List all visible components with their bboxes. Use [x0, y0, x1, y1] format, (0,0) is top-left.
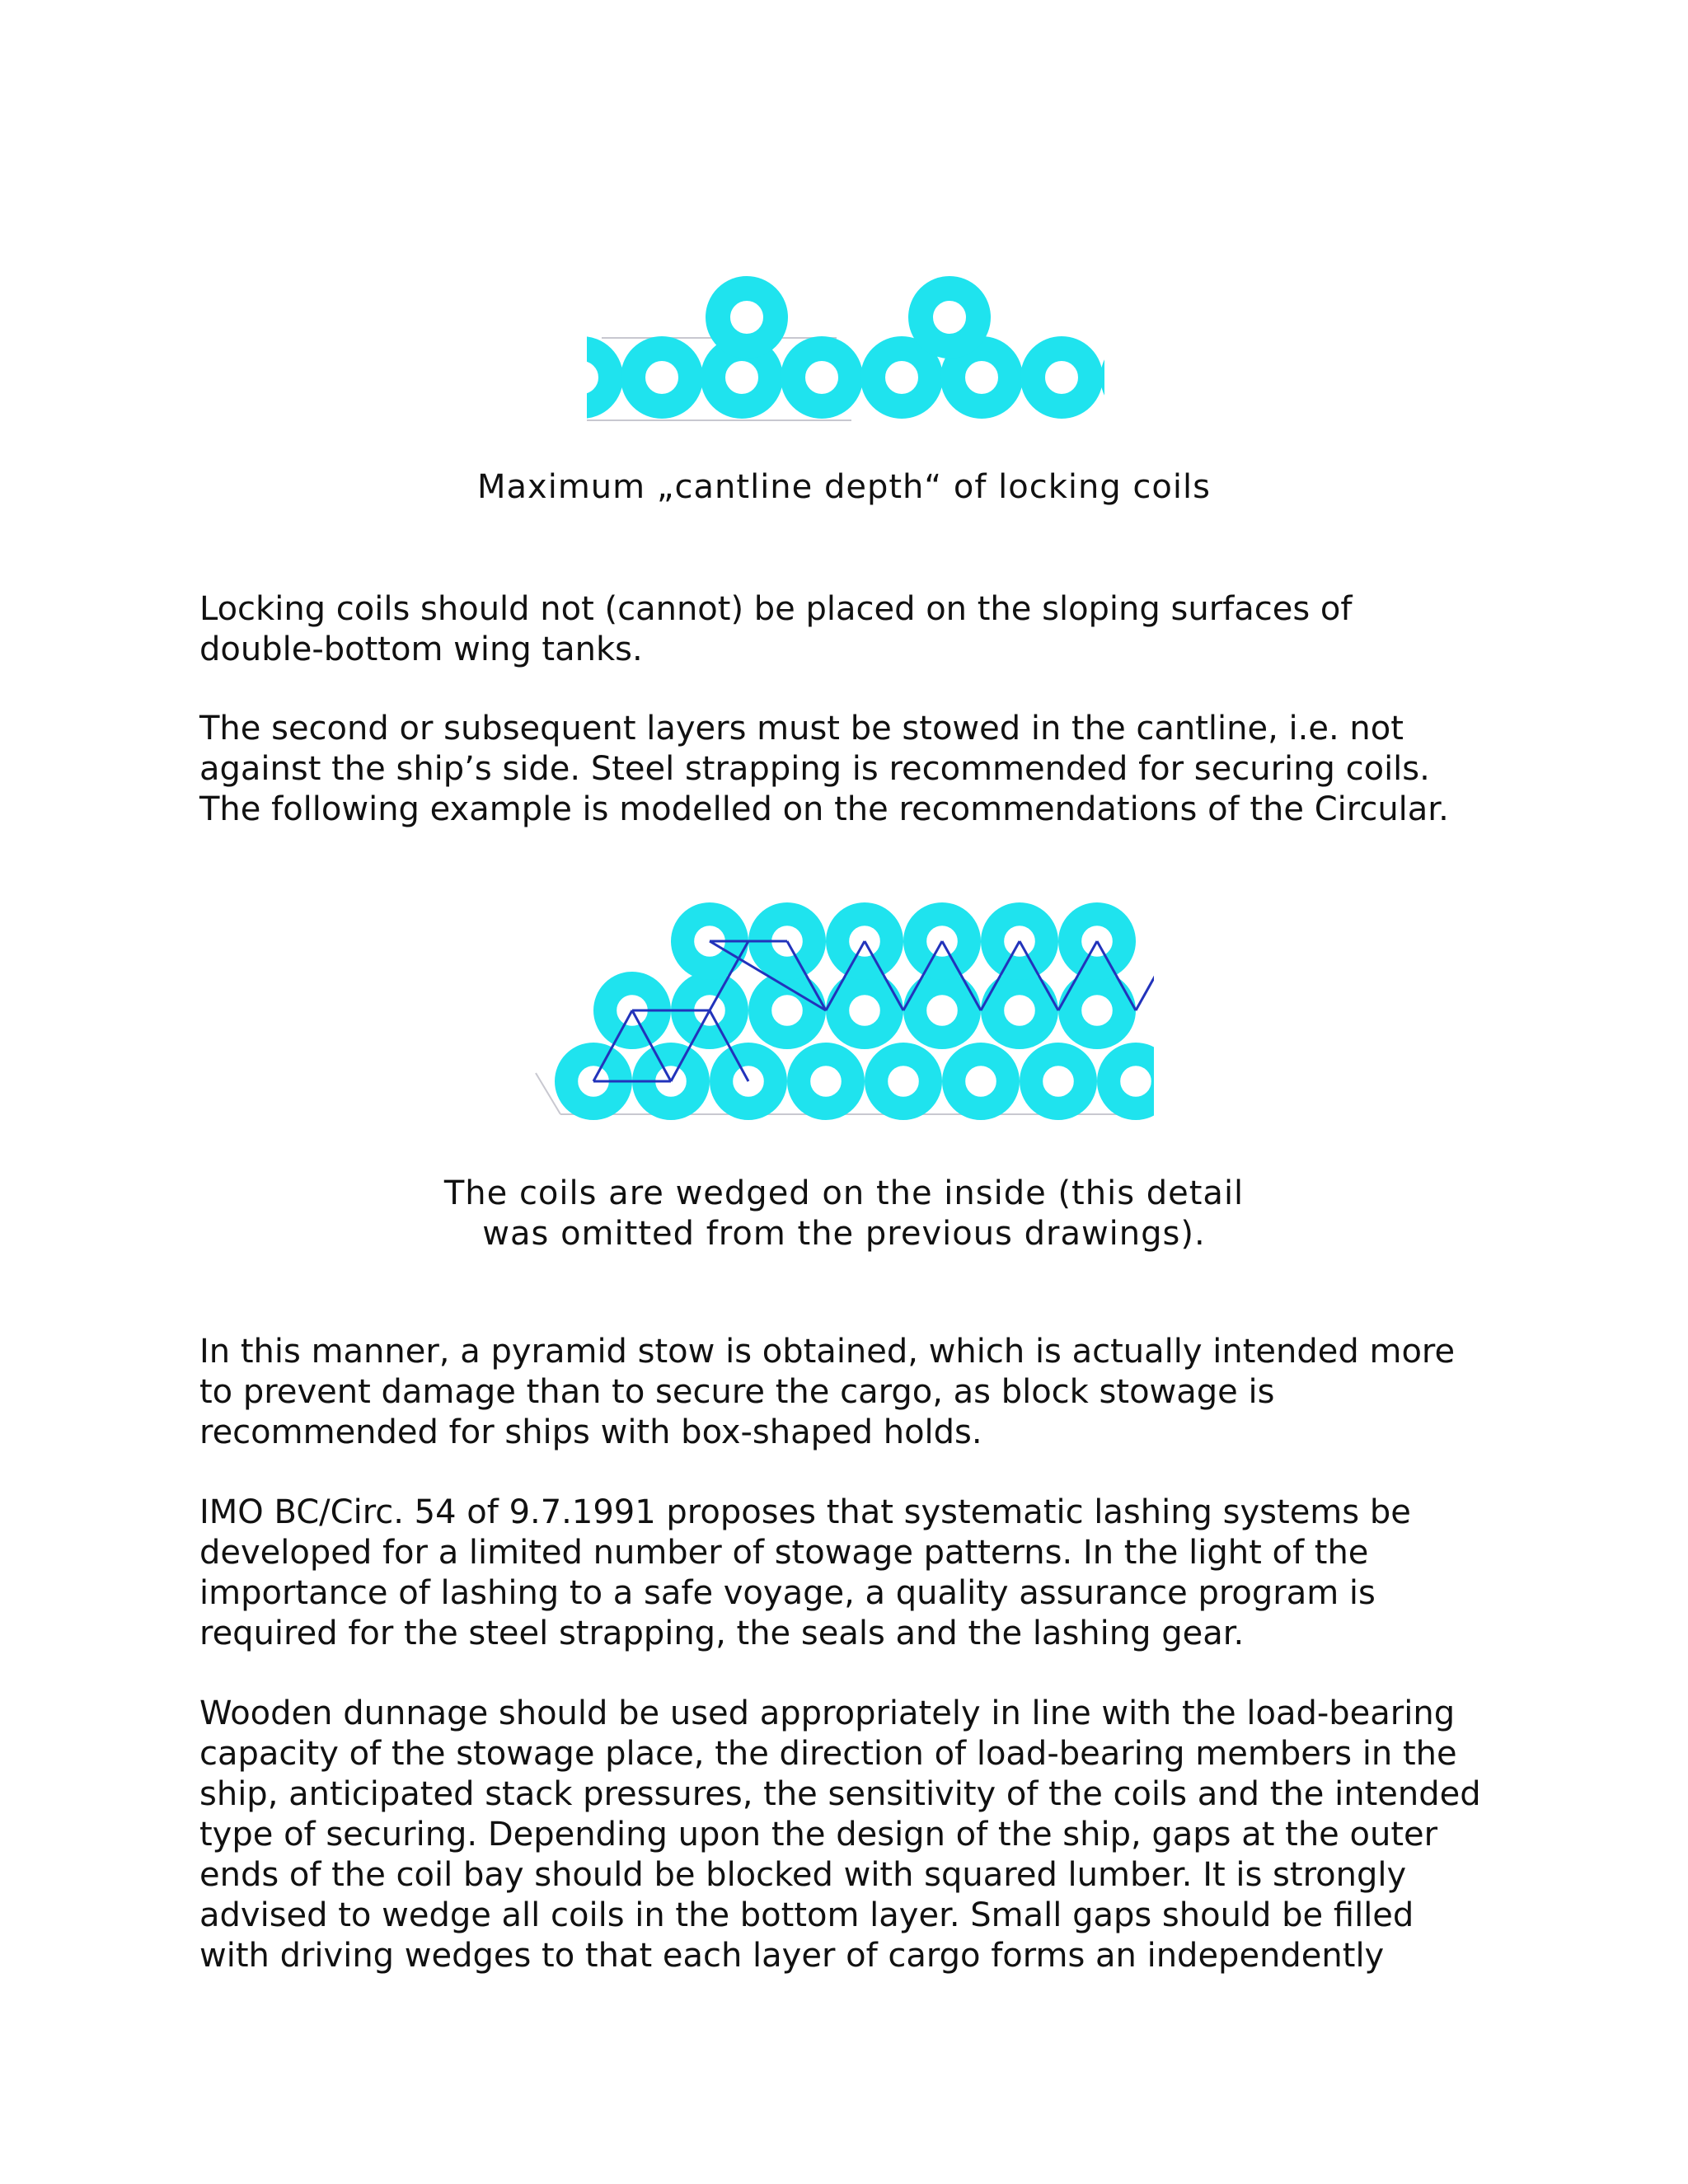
figure-2-caption [0, 1174, 1688, 1254]
pyramid-stow-diagram [528, 898, 1162, 1129]
text-line: type of securing. Depending upon the design of the ship, gaps at the outer [199, 1816, 1438, 1854]
caption-line: The coils are wedged on the inside (this detail [443, 1174, 1245, 1212]
text-line: developed for a limited number of stowage patterns. In the light of the [199, 1534, 1369, 1572]
text-line: capacity of the stowage place, the direction of load-bearing members in the [199, 1735, 1457, 1773]
text-line: IMO BC/Circ. 54 of 9.7.1991 proposes that systematic lashing systems be [199, 1493, 1411, 1531]
stowed-coil [915, 983, 969, 1038]
text-line: required for the steel strapping, the seals and the lashing gear. [199, 1615, 1245, 1652]
locking-coil [921, 288, 978, 346]
text-line: advised to wedge all coils in the bottom layer. Small gaps should be filled [199, 1896, 1414, 1934]
bottom-layer-coil [1033, 349, 1090, 406]
bottom-layer-coil [953, 349, 1010, 406]
paragraph-1 [199, 589, 1551, 670]
locking-coils-diagram [577, 272, 1104, 429]
bottom-layer-coil [873, 349, 931, 406]
bottom-layer-coil [633, 349, 691, 406]
locking-coil [718, 288, 776, 346]
text-line: recommended for ships with box-shaped holds. [199, 1413, 982, 1451]
text-line: The following example is modelled on the recommendations of the Circular. [199, 790, 1449, 828]
caption-line: was omitted from the previous drawings). [482, 1215, 1206, 1253]
text-line: In this manner, a pyramid stow is obtained, which is actually intended more [199, 1333, 1456, 1371]
figure-1-caption: Maximum „cantline depth“ of locking coils [477, 468, 1211, 506]
paragraph-3 [199, 1332, 1551, 1453]
bottom-layer-coil [577, 349, 611, 406]
stowed-coil [837, 983, 892, 1038]
text-line: Locking coils should not (cannot) be placed on the sloping surfaces of [199, 590, 1353, 628]
stowed-coil [1070, 983, 1124, 1038]
bottom-layer-coil [793, 349, 851, 406]
stowed-coil [1109, 1054, 1162, 1108]
stowed-coil [799, 1054, 853, 1108]
stowed-coil [876, 1054, 931, 1108]
stowed-coil [760, 983, 814, 1038]
text-line: ship, anticipated stack pressures, the sensitivity of the coils and the intended [199, 1775, 1481, 1813]
paragraph-5 [199, 1694, 1551, 1976]
paragraph-4 [199, 1493, 1551, 1654]
stowed-coil [992, 983, 1047, 1038]
text-line: importance of lashing to a safe voyage, a quality assurance program is [199, 1574, 1376, 1612]
paragraph-2 [199, 709, 1551, 830]
text-line: to prevent damage than to secure the cargo, as block stowage is [199, 1373, 1275, 1411]
text-line: with driving wedges to that each layer of cargo forms an independently [199, 1937, 1385, 1975]
text-line: double-bottom wing tanks. [199, 630, 643, 668]
text-line: Wooden dunnage should be used appropriately in line with the load-bearing [199, 1694, 1456, 1732]
text-line: ends of the coil bay should be blocked with squared lumber. It is strongly [199, 1856, 1407, 1894]
steel-strap [1136, 941, 1162, 1010]
stowed-coil [954, 1054, 1008, 1108]
text-line: against the ship’s side. Steel strapping is recommended for securing coils. [199, 750, 1430, 788]
text-line: The second or subsequent layers must be stowed in the cantline, i.e. not [199, 710, 1404, 748]
stowed-coil [1031, 1054, 1085, 1108]
